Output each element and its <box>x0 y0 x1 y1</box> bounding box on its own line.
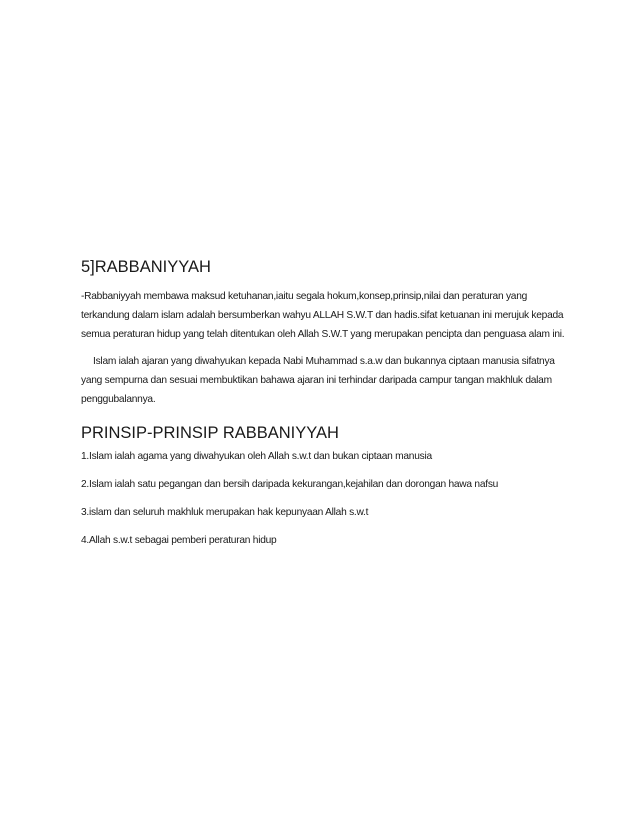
document-content <box>81 256 565 560</box>
section-heading-principles: PRINSIP-PRINSIP RABBANIYYAH <box>81 424 339 443</box>
definition-paragraph: -Rabbaniyyah membawa maksud ketuhanan,iaitu segala hokum,konsep,prinsip,nilai dan peraturan yang terkandung dalam islam adalah bersumberkan wahyu ALLAH S.W.T dan hadis.sifat ketuanan ini merujuk kepada semua peraturan hidup yang telah ditentukan oleh Allah S.W.T yang merupakan pencipta dan penguasa alam ini. <box>81 291 565 341</box>
principle-item: 4.Allah s.w.t sebagai pemberi peraturan hidup <box>81 535 277 547</box>
principle-item: 2.Islam ialah satu pegangan dan bersih daripada kekurangan,kejahilan dan dorongan hawa nafsu <box>81 479 499 491</box>
principle-item: 3.islam dan seluruh makhluk merupakan hak kepunyaan Allah s.w.t <box>81 507 369 519</box>
explanation-paragraph: Islam ialah ajaran yang diwahyukan kepada Nabi Muhammad s.a.w dan bukannya ciptaan manusia sifatnya yang sempurna dan sesuai membuktikan bahawa ajaran ini terhindar daripada campur tangan makhluk dalam penggubalannya. <box>81 355 555 406</box>
section-heading-rabbaniyyah: 5]RABBANIYYAH <box>81 258 211 276</box>
principles-list <box>81 448 565 550</box>
principle-item: 1.Islam ialah agama yang diwahyukan oleh Allah s.w.t dan bukan ciptaan manusia <box>81 451 432 463</box>
